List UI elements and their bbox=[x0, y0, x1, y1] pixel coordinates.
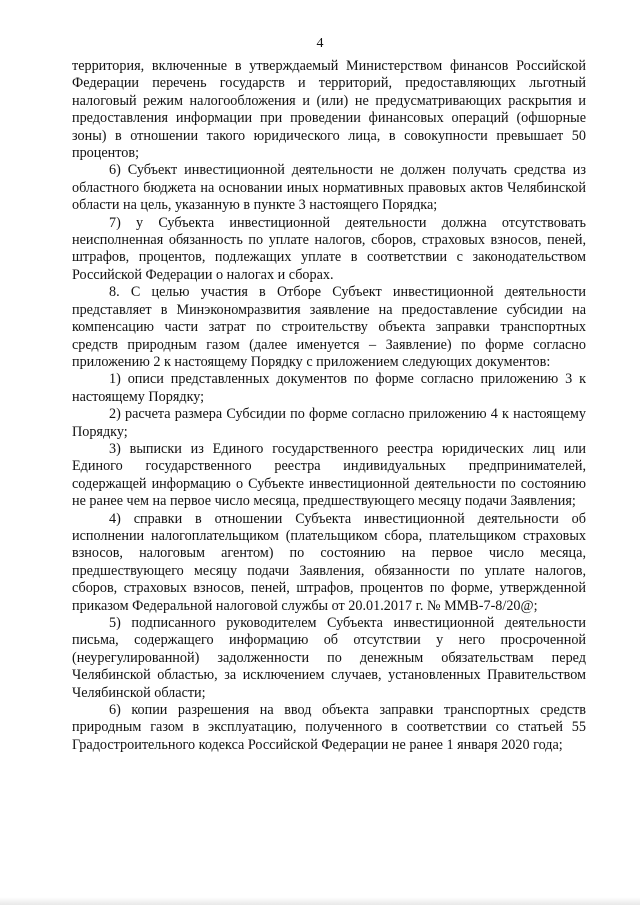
paragraph-doc-3-registry-extract: 3) выписки из Единого государственного реестра юридических лиц или Единого государственного реестра индивидуальных предпринимателей, содержащей информацию о Субъекте инвестиционной деятельности по состоянию не ранее чем на первое число месяца, предшествующего месяцу подачи Заявления; bbox=[72, 440, 586, 510]
paragraph-section-8-application: 8. С целью участия в Отборе Субъект инвестиционной деятельности представляет в Минэкономразвития заявление на предоставление субсидии на компенсацию части затрат по строительству объекта заправки транспортных средств природным газом (далее именуется – Заявление) по форме согласно приложению 2 к настоящему Порядку с приложением следующих документов: bbox=[72, 284, 586, 370]
paragraph-doc-5-no-debt-letter: 5) подписанного руководителем Субъекта инвестиционной деятельности письма, содержащего информацию об отсутствии у него просроченной (неурегулированной) задолженности по денежным обязательствам перед Челябинской областью, за исключением случаев, установленных Правительством Челябинской области; bbox=[72, 615, 586, 701]
paragraph-offshore-continuation: территория, включенные в утверждаемый Министерством финансов Российской Федерации перечень государств и территорий, предоставляющих льготный налоговый режим налогообложения и (или) не предусматривающих раскрытия и предоставления информации при проведении финансовых операций (офшорные зоны) в отношении такого юридического лица, в совокупности превышает 50 процентов; bbox=[72, 58, 586, 162]
paragraph-item-6-no-other-funding: 6) Субъект инвестиционной деятельности не должен получать средства из областного бюджета на основании иных нормативных правовых актов Челябинской области на цель, указанную в пункте 3 настоящего Порядка; bbox=[72, 162, 586, 214]
paragraph-doc-2-subsidy-calculation: 2) расчета размера Субсидии по форме согласно приложению 4 к настоящему Порядку; bbox=[72, 406, 586, 440]
page-number: 4 bbox=[316, 36, 324, 51]
paragraph-doc-1-inventory: 1) описи представленных документов по форме согласно приложению 3 к настоящему Порядку; bbox=[72, 371, 586, 405]
scan-bottom-edge bbox=[0, 897, 640, 905]
paragraph-item-7-no-tax-debt: 7) у Субъекта инвестиционной деятельности должна отсутствовать неисполненная обязанность по уплате налогов, сборов, страховых взносов, пеней, штрафов, процентов, подлежащих уплате в соответствии с законодательством Российской Федерации о налогах и сборах. bbox=[72, 214, 586, 283]
paragraph-doc-4-tax-certificate: 4) справки в отношении Субъекта инвестиционной деятельности об исполнении налогоплательщиком (плательщиком сбора, плательщиком страховых взносов, налоговым агентом) по состоянию на первое число месяца, предшествующего месяцу подачи Заявления, обязанности по уплате налогов, сборов, страховых взносов, пеней, штрафов, процентов по форме, утвержденной приказом Федеральной налоговой службы от 20.01.2017 г. № ММВ-7-8/20@; bbox=[72, 510, 586, 614]
paragraph-doc-6-commissioning-permit: 6) копии разрешения на ввод объекта заправки транспортных средств природным газом в эксплуатацию, полученного в соответствии со статьей 55 Градостроительного кодекса Российской Федерации не ранее 1 января 2020 года; bbox=[72, 702, 586, 753]
document-body bbox=[72, 58, 586, 754]
